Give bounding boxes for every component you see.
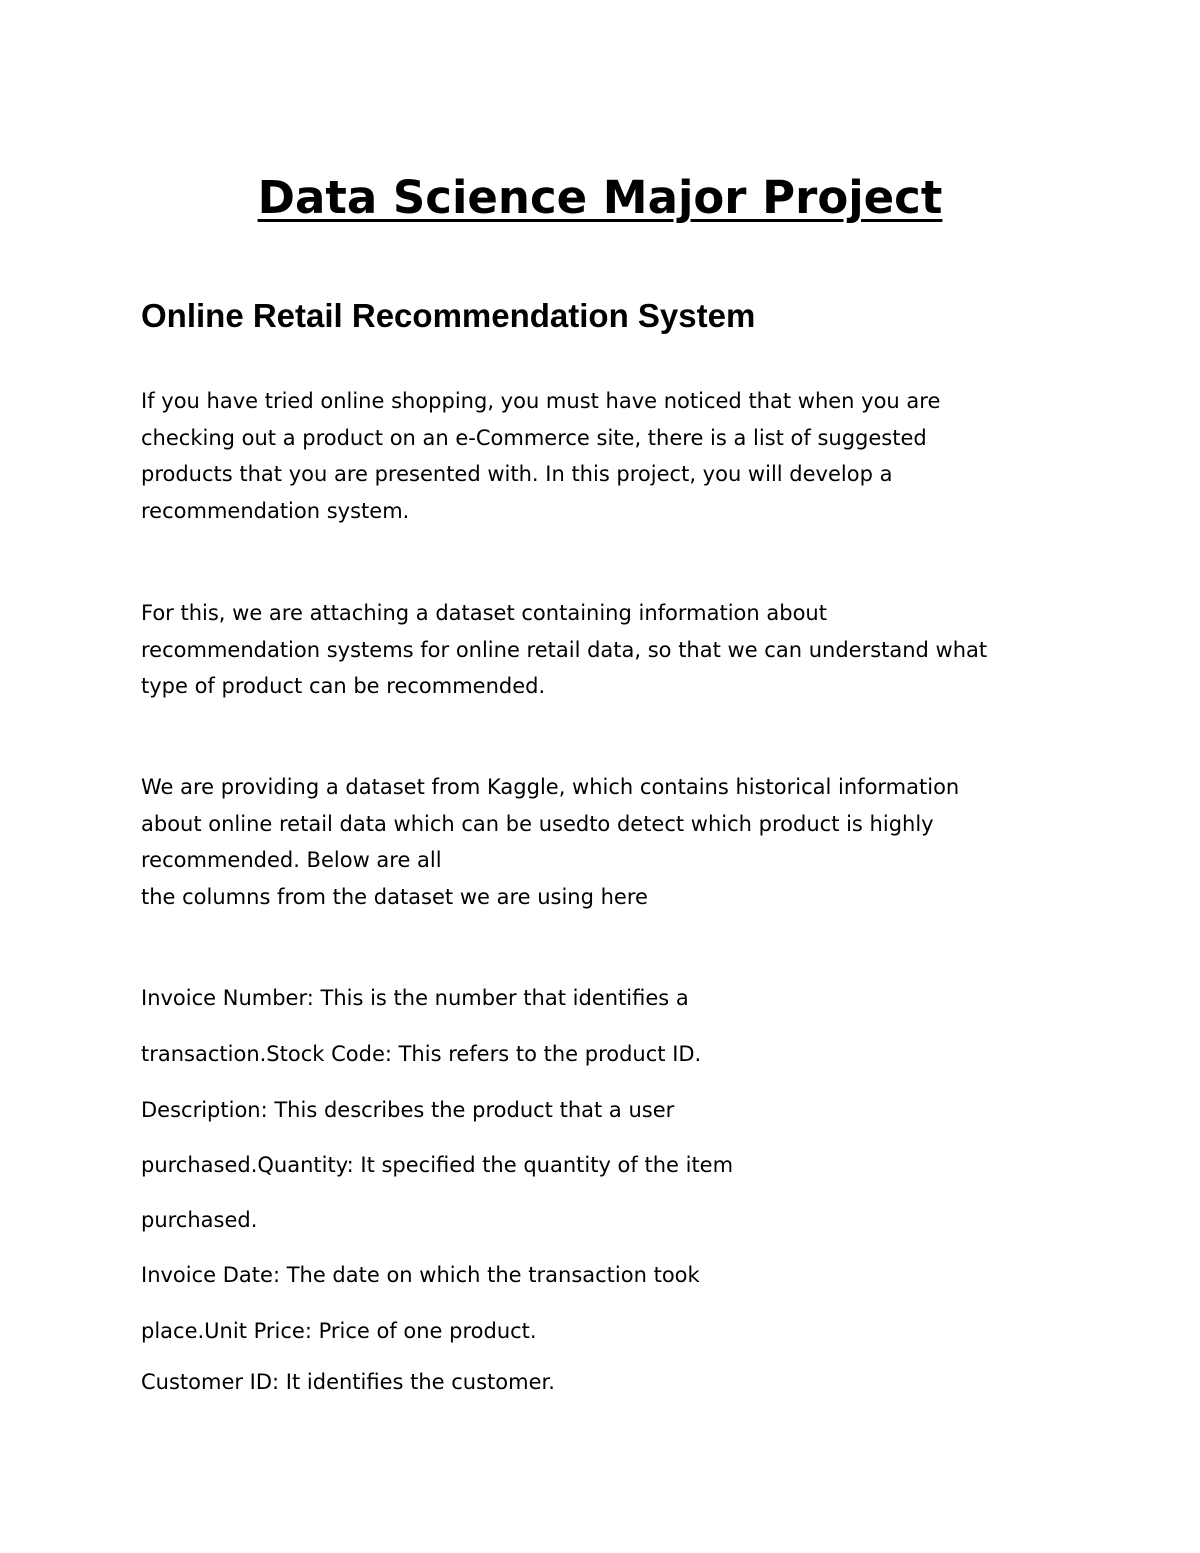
paragraph-line: products that you are presented with. In this project, you will develop a	[141, 462, 893, 486]
document-subtitle: Online Retail Recommendation System	[141, 297, 756, 334]
document-title: Data Science Major Project	[257, 171, 943, 224]
paragraph-line: We are providing a dataset from Kaggle, which contains historical information	[141, 775, 960, 799]
paragraph-line: recommendation systems for online retail data, so that we can understand what	[141, 637, 988, 662]
column-description-line: Description: This describes the product that a user	[141, 1098, 675, 1122]
column-description-line: Invoice Date: The date on which the transaction took	[141, 1263, 700, 1287]
paragraph-line: type of product can be recommended.	[141, 674, 546, 698]
column-description-line: Customer ID: It identifies the customer.	[141, 1370, 555, 1394]
kaggle-paragraph	[141, 769, 1101, 915]
column-description-line: place.Unit Price: Price of one product.	[141, 1319, 537, 1343]
column-description-line: purchased.Quantity: It specified the quantity of the item	[141, 1153, 734, 1177]
paragraph-line: checking out a product on an e-Commerce site, there is a list of suggested	[141, 425, 927, 450]
column-description-line: Invoice Number: This is the number that identifies a	[141, 986, 689, 1010]
intro-paragraph	[141, 383, 1101, 529]
paragraph-line: For this, we are attaching a dataset containing information about	[141, 601, 827, 625]
paragraph-line: If you have tried online shopping, you must have noticed that when you are	[141, 389, 941, 413]
paragraph-line: the columns from the dataset we are using here	[141, 884, 648, 909]
column-description-line: purchased.	[141, 1208, 258, 1232]
paragraph-line: about online retail data which can be usedto detect which product is highly	[141, 811, 934, 836]
paragraph-line: recommendation system.	[141, 498, 410, 523]
paragraph-line: recommended. Below are all	[141, 848, 442, 872]
column-description-line: transaction.Stock Code: This refers to the product ID.	[141, 1042, 702, 1066]
dataset-paragraph	[141, 595, 1101, 705]
